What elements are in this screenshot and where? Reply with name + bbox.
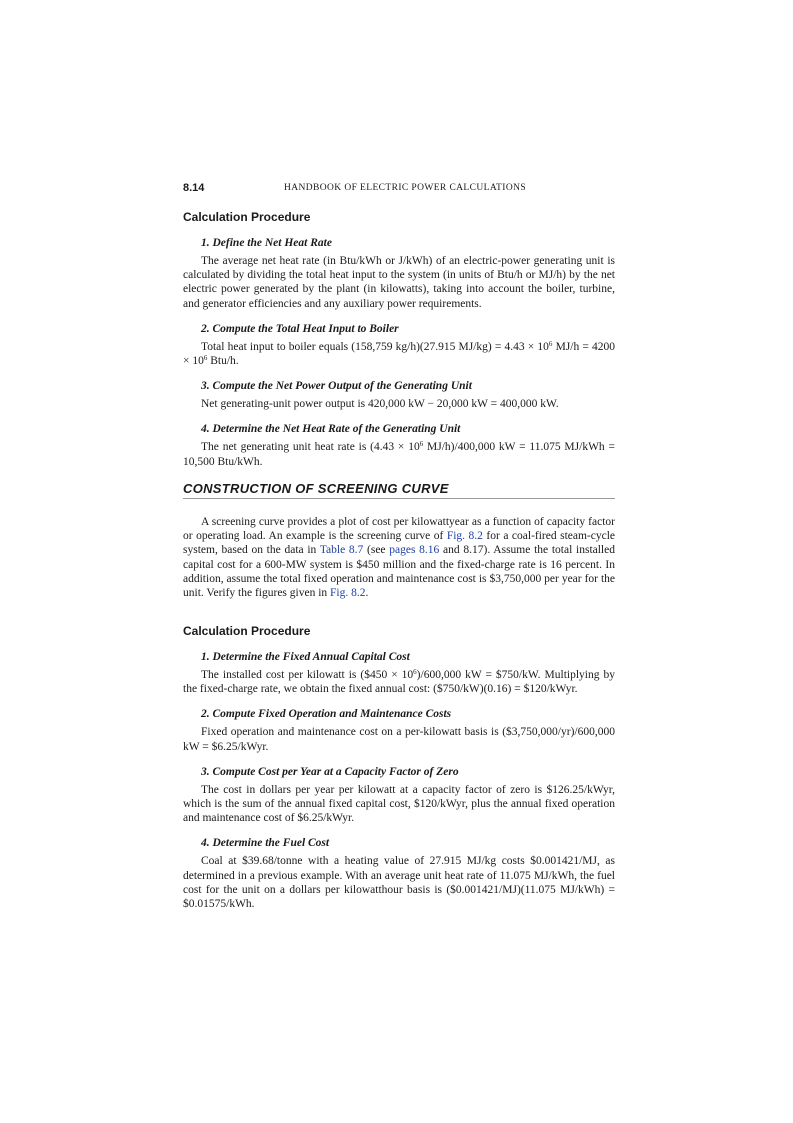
procedure-2 xyxy=(183,624,615,911)
step-heading: 2. Compute Fixed Operation and Maintenance Costs xyxy=(201,708,452,721)
paragraph: The installed cost per kilowatt is ($450 × $10^6)/600,000$ kW = $750/kW. Multiplying by the fixed-charge rate, we obtain the fixed annual cost: ($750/kW)(0.16) = $120/kWyr. xyxy=(183,668,615,696)
procedure-1 xyxy=(183,210,615,469)
running-head xyxy=(183,181,615,196)
page-number: 8.14 xyxy=(183,182,205,194)
procedure-heading: Calculation Procedure xyxy=(183,210,311,224)
exponent: 6 xyxy=(413,668,417,676)
section-title: CONSTRUCTION OF SCREENING CURVE xyxy=(183,481,449,496)
exponent: 6 xyxy=(203,354,208,363)
pages-link[interactable]: pages 8.16 xyxy=(389,544,440,557)
step-heading: 1. Determine the Fixed Annual Capital Cost xyxy=(201,651,410,663)
step-heading: 3. Compute Cost per Year at a Capacity Factor of Zero xyxy=(201,765,459,778)
paragraph: Fixed operation and maintenance cost on a per-kilowatt basis is ($3,750,000/yr)/600,000 kW = $6.25/kWyr. xyxy=(183,726,615,753)
paragraph: Total heat input to boiler equals (158,759 kg/h)(27.915 $MJ/kg) = 4.43 \times 10^6$ $MJ/h = 4200 \times 10^6$ Btu/h. xyxy=(183,339,615,368)
exponent: 6 xyxy=(419,440,424,449)
step-heading: 1. Define the Net Heat Rate xyxy=(201,237,332,249)
step-heading: 2. Compute the Total Heat Input to Boiler xyxy=(201,322,399,335)
section-intro xyxy=(183,515,615,600)
step-heading: 4. Determine the Fuel Cost xyxy=(201,837,330,850)
exponent: 6 xyxy=(548,339,553,348)
procedure-heading: Calculation Procedure xyxy=(183,624,311,638)
paragraph: The cost in dollars per year per kilowatt at a capacity factor of zero is $126.25/kWyr, which is the sum of the annual fixed capital cost, $120/kWyr, plus the annual fixed operation and maintenance cost of $6.25/kWyr. xyxy=(183,783,615,825)
figure-link[interactable]: Fig. 8.2 xyxy=(330,587,366,600)
book-title: HANDBOOK OF ELECTRIC POWER CALCULATIONS xyxy=(284,183,527,193)
section-heading-block xyxy=(183,481,615,497)
paragraph: The net generating unit heat rate is ($4.43 \times 10^6$ MJ/h)/400,000 kW = 11.075 MJ/kWh = 10,500 Btu/kWh. xyxy=(183,440,615,468)
table-link[interactable]: Table 8.7 xyxy=(319,544,364,557)
step-heading: 4. Determine the Net Heat Rate of the Generating Unit xyxy=(201,423,461,436)
paragraph: The average net heat rate (in Btu/kWh or J/kWh) of an electric-power generating unit is calculated by dividing the total heat input to the system (in units of Btu/h or MJ/h) by the net electric power generated by the plant (in kilowatts), taking into account the boiler, turbine, and generator efficiencies and any auxiliary power requirements. xyxy=(183,255,615,310)
section-rule xyxy=(183,498,615,499)
paragraph: A screening curve provides a plot of cost per kilowattyear as a function of capacity factor or operating load. An example is the screening curve of Fig. 8.2 for a coal-fired steam-cycle system, based on the data in Table 8.7 (see pages 8.16 and 8.17). Assume the total installed capital cost for a 600-MW system is $450 million and the fixed-charge rate is 16 percent. In addition, assume the total fixed operation and maintenance cost is $3,750,000 per year for the unit. Verify the figures given in Fig. 8.2. xyxy=(183,516,616,600)
figure-link[interactable]: Fig. 8.2 xyxy=(446,530,483,543)
step-heading: 3. Compute the Net Power Output of the Generating Unit xyxy=(201,380,472,393)
paragraph: Net generating-unit power output is 420,000 kW − 20,000 kW = 400,000 kW. xyxy=(201,398,559,411)
paragraph: Coal at $39.68/tonne with a heating value of 27.915 MJ/kg costs $0.001421/MJ, as determined in a previous example. With an average unit heat rate of 11.075 MJ/kWh, the fuel cost for the unit on a dollars per kilowatthour basis is ($0.001421/MJ)(11.075 MJ/kWh) = $0.01575/kWh. xyxy=(183,855,615,911)
